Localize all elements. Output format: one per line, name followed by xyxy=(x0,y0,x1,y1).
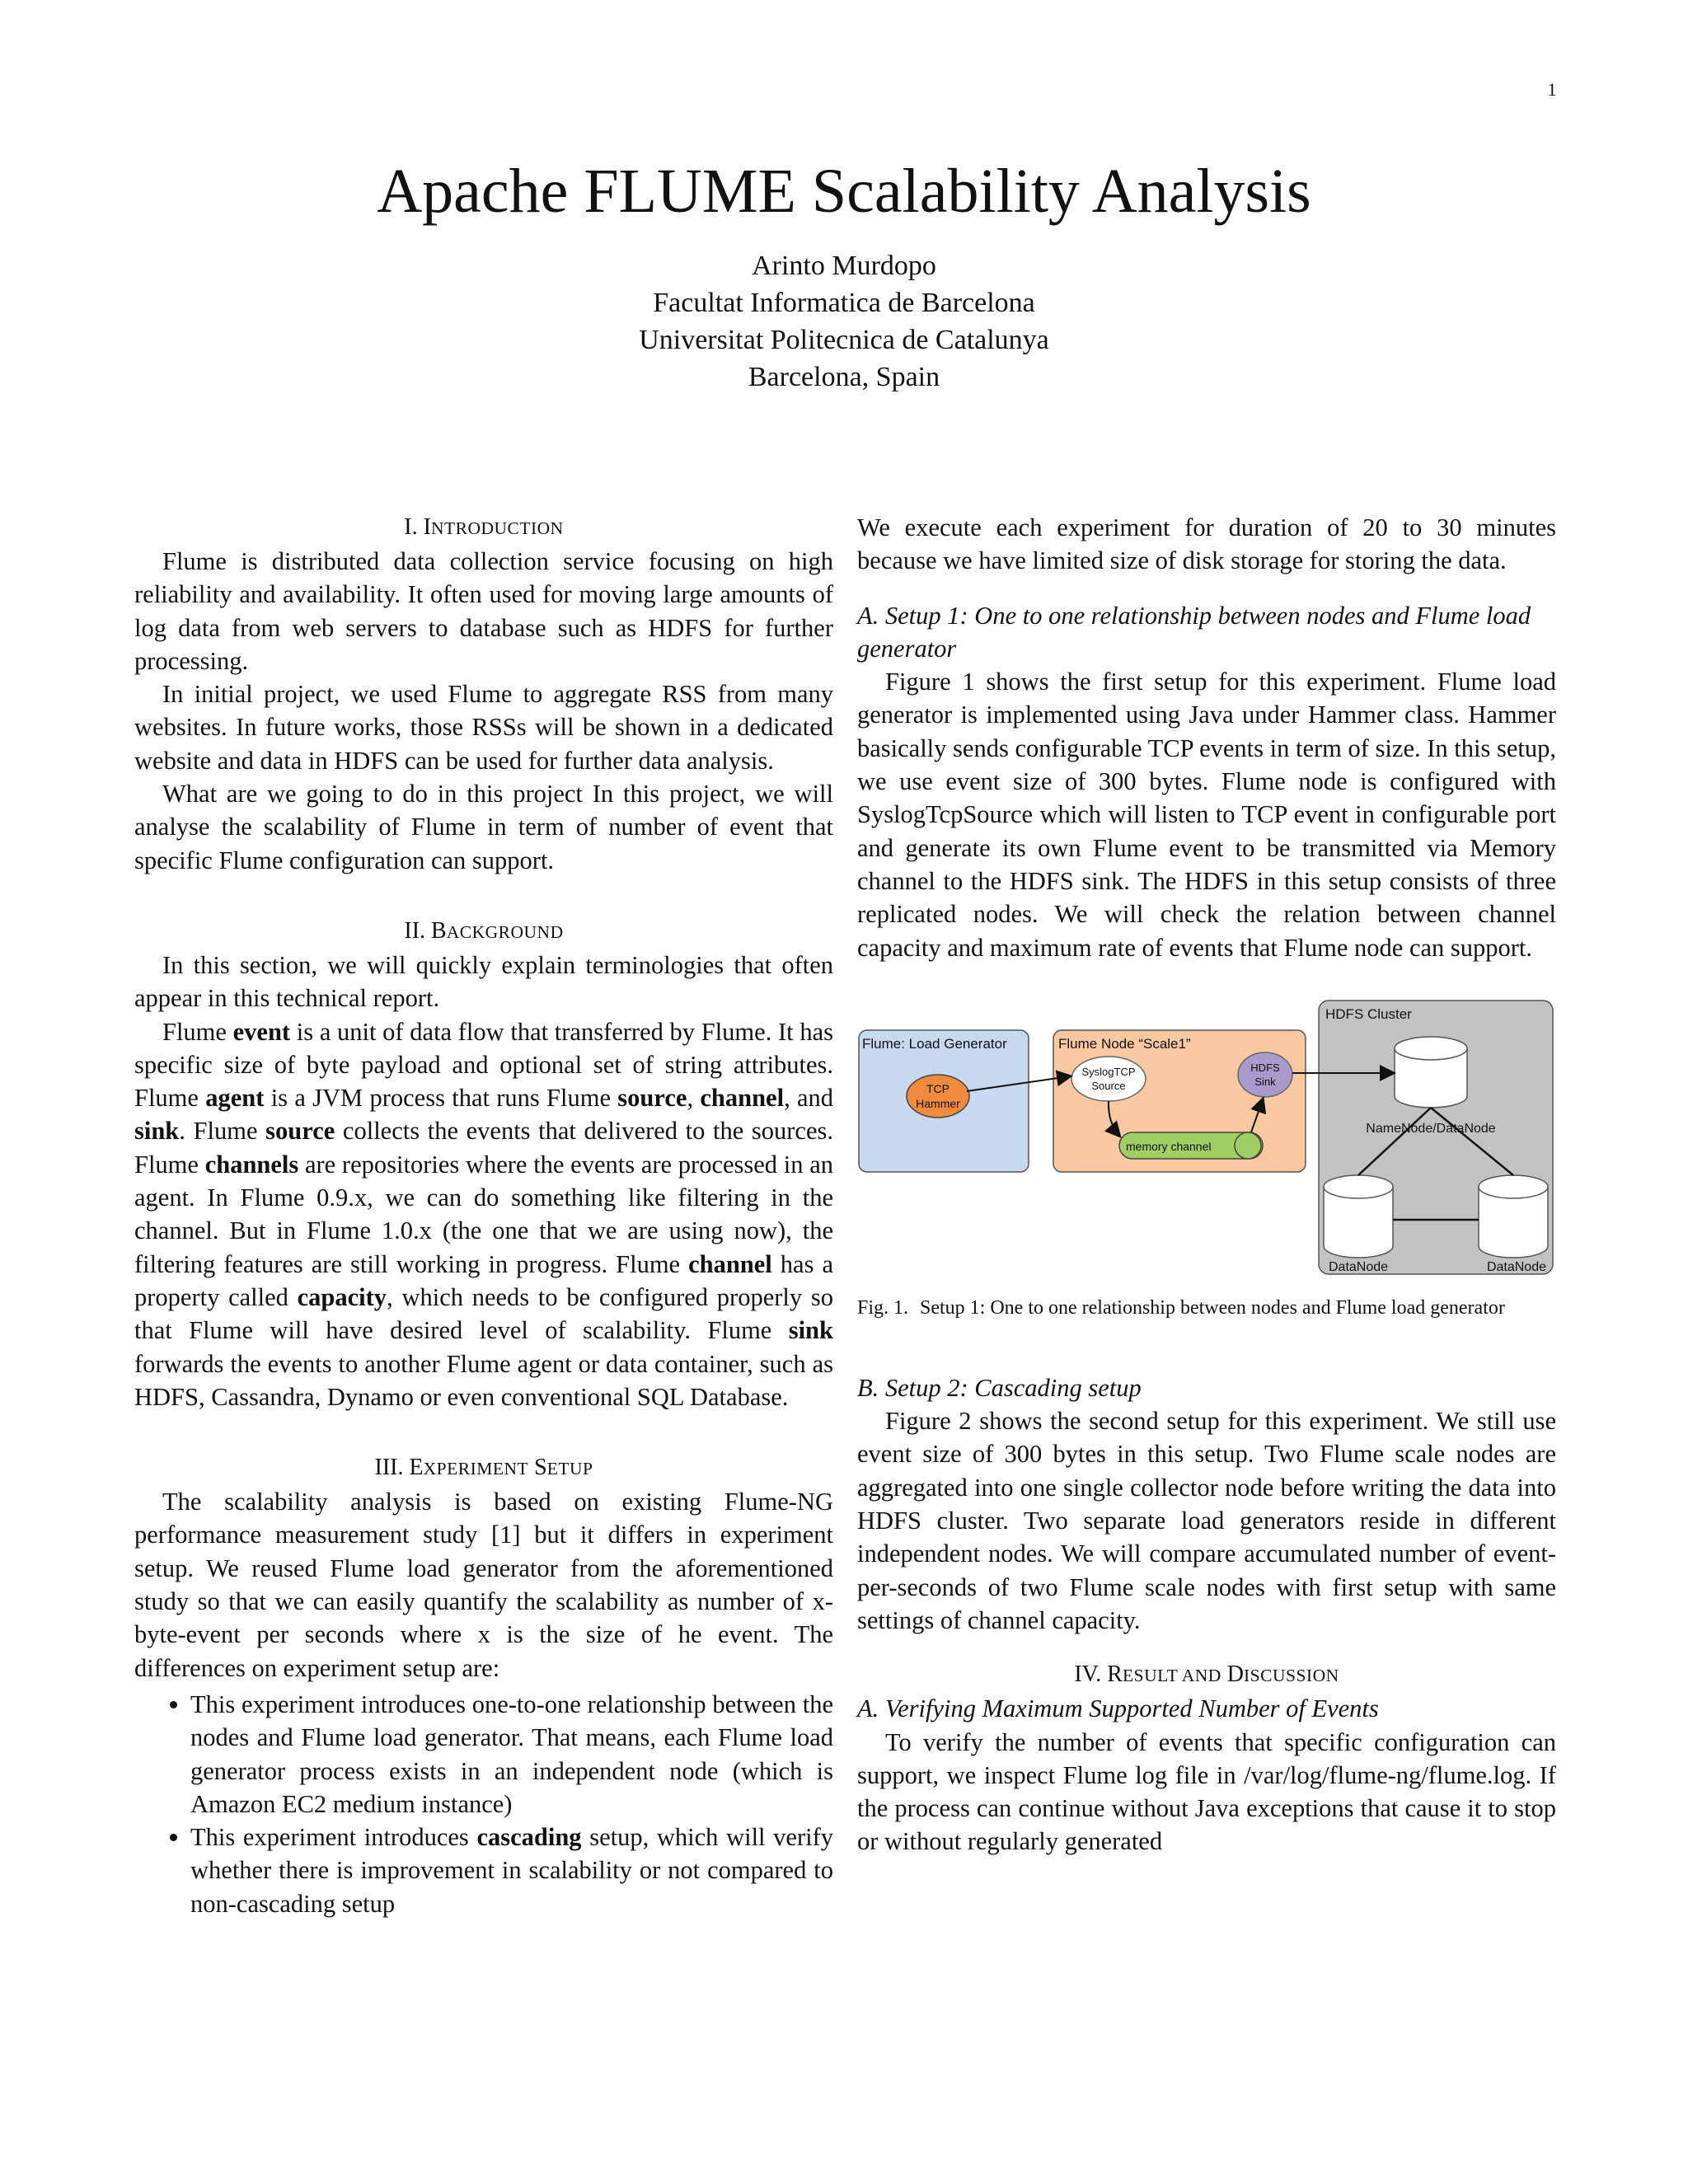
hdfs-sink-label-2: Sink xyxy=(1254,1075,1276,1088)
experiment-paragraph-1: The scalability analysis is based on existing Flume-NG performance measurement study [1] but it differs in experiment setup. We reused Flume load generator from the aforementioned study so that we can easily quantify the scalability as number of x-byte-event per seconds where x is the size of he event. The differences on experiment setup are: xyxy=(134,1488,833,1682)
datanode-label-2: DataNode xyxy=(1486,1259,1546,1274)
figure-1-diagram xyxy=(857,999,1556,1279)
tcp-label: TCP xyxy=(926,1081,950,1095)
right-column xyxy=(857,511,1556,1858)
tcp-hammer-node xyxy=(907,1075,969,1118)
section-heading-results: IV. RESULT AND DISCUSSION xyxy=(1074,1661,1339,1688)
author-affiliation-1: Facultat Informatica de Barcelona xyxy=(653,288,1035,318)
duration-paragraph: We execute each experiment for duration of 20 to 30 minutes because we have limited size of disk storage for storing the data. xyxy=(857,513,1556,575)
intro-paragraph-2: In initial project, we used Flume to aggregate RSS from many websites. In future works, those RSSs will be shown in a dedicated website and data in HDFS can be used for further data analysis. xyxy=(134,680,833,775)
memory-channel-label: memory channel xyxy=(1126,1139,1212,1153)
author-affiliation-2: Universitat Politecnica de Catalunya xyxy=(639,325,1049,355)
setup-2-paragraph: Figure 2 shows the second setup for this experiment. We still use event size of 300 bytes in this setup. Two Flume scale nodes are aggregated into one single collector node before writing the data into HDFS cluster. Two separate load generators reside in different independent nodes. We will compare accumulated number of event-per-seconds of two Flume scale nodes with first setup with same settings of channel capacity. xyxy=(857,1407,1556,1634)
left-column xyxy=(134,511,833,1920)
background-paragraph-1: In this section, we will quickly explain terminologies that often appear in this technical report. xyxy=(134,950,833,1013)
datanode-label-1: DataNode xyxy=(1329,1259,1389,1274)
list-item: • This experiment introduces one-to-one relationship between the nodes and Flume load generator. That means, each Flume load generator process exists in an independent node (which is Amazon EC2 medium instance) xyxy=(190,1688,833,1821)
hammer-label: Hammer xyxy=(916,1096,960,1110)
namenode-cylinder xyxy=(1395,1037,1467,1108)
setup-1-paragraph: Figure 1 shows the first setup for this experiment. Flume load generator is implemented using Java under Hammer class. Hammer basically sends configurable TCP events in term of size. In this setup, we use event size of 300 bytes. Flume node is configured with SyslogTcpSource which will listen to TCP event in configurable port and generate its own Flume event to be transmitted via Memory channel to the HDFS sink. The HDFS in this setup consists of three replicated nodes. We will check the relation between channel capacity and maximum rate of events that Flume node can support. xyxy=(857,668,1556,962)
section-heading-background: II. BACKGROUND xyxy=(404,917,564,944)
intro-paragraph-3: What are we going to do in this project In this project, we will analyse the scalability of Flume in term of number of event that specific Flume configuration can support. xyxy=(134,780,833,874)
background-paragraph-2: Flume event is a unit of data flow that transferred by Flume. It has specific size of byte payload and optional set of string attributes. Flume agent is a JVM process that runs Flume source, channel, and sink. Flume source collects the events that delivered to the sources. Flume channels are repositories where the events are processed in an agent. In Flume 0.9.x, we can do something like filtering in the channel. But in Flume 1.0.x (the one that we are using now), the filtering features are still working in progress. Flume channel has a property called capacity, which needs to be configured properly so that Flume will have desired level of scalability. Flume sink forwards the events to another Flume agent or data container, such as HDFS, Cassandra, Dynamo or even conventional SQL Database. xyxy=(134,1017,834,1411)
author-block xyxy=(0,247,1688,396)
hdfs-sink-node xyxy=(1238,1052,1292,1097)
list-item: • This experiment introduces cascading setup, which will verify whether there is improvement in scalability or not compared to non-cascading setup xyxy=(190,1821,833,1920)
section-heading-introduction: I. INTRODUCTION xyxy=(404,514,564,540)
syslog-source-node xyxy=(1071,1057,1146,1101)
subsection-heading-verifying: A. Verifying Maximum Supported Number of Events xyxy=(857,1694,1379,1723)
verifying-paragraph: To verify the number of events that specific configuration can support, we inspect Flume log file in /var/log/flume-ng/flume.log. If the process can continue without Java exceptions that cause it to stop or without regularly generated xyxy=(857,1727,1556,1856)
page-number: 1 xyxy=(1547,79,1557,100)
figure-1-caption: Fig. 1. Setup 1: One to one relationship between nodes and Flume load generator xyxy=(857,1296,1505,1319)
subsection-heading-setup-2: B. Setup 2: Cascading setup xyxy=(857,1373,1142,1402)
hdfs-cluster-title: HDFS Cluster xyxy=(1325,1005,1412,1022)
load-generator-title: Flume: Load Generator xyxy=(862,1035,1007,1052)
hdfs-sink-label-1: HDFS xyxy=(1250,1061,1280,1074)
intro-paragraph-1: Flume is distributed data collection service focusing on high reliability and availability. It often used for moving large amounts of log data from web servers to database such as HDFS for further processing. xyxy=(134,547,833,675)
memory-channel-end xyxy=(1235,1132,1261,1159)
datanode-cylinder-2 xyxy=(1479,1175,1548,1258)
syslog-label-1: SyslogTCP xyxy=(1081,1065,1136,1078)
namenode-label: NameNode/DataNode xyxy=(1366,1121,1496,1136)
author-name: Arinto Murdopo xyxy=(752,251,936,281)
section-heading-experiment-setup: III. EXPERIMENT SETUP xyxy=(374,1455,593,1481)
syslog-label-2: Source xyxy=(1091,1079,1126,1092)
differences-list xyxy=(134,1688,833,1920)
paper-title: Apache FLUME Scalability Analysis xyxy=(377,157,1311,226)
subsection-heading-setup-1: A. Setup 1: One to one relationship between nodes and Flume load generator xyxy=(857,601,1531,663)
datanode-cylinder-1 xyxy=(1324,1175,1393,1258)
author-location: Barcelona, Spain xyxy=(748,362,940,392)
flume-node-title: Flume Node “Scale1” xyxy=(1058,1035,1191,1052)
